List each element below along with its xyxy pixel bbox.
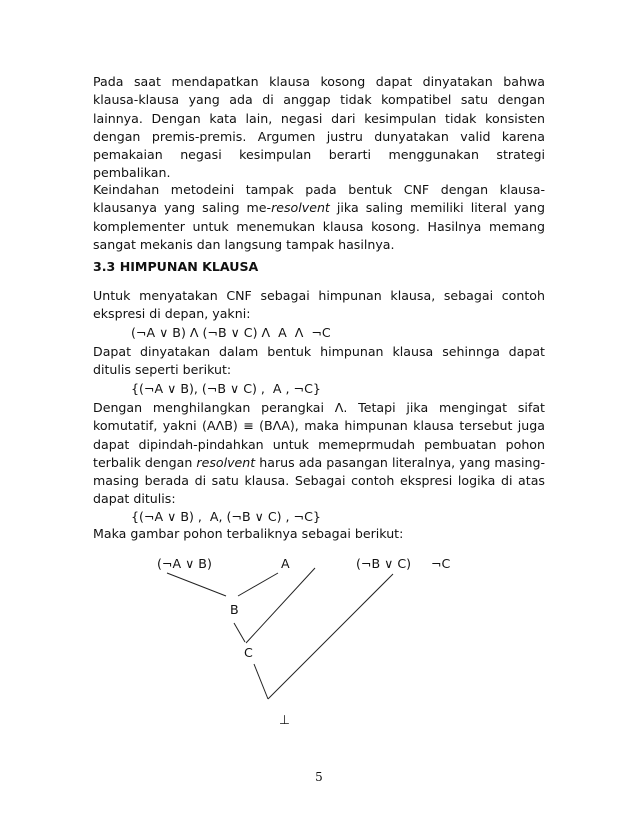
text-fragment: harus ada pasangan literalnya, yang masing- — [255, 454, 546, 470]
edge-a-b — [238, 573, 278, 596]
text-line: masing berada di satu klausa. Sebagai contoh ekspresi logika di atas — [93, 473, 545, 489]
text-fragment: terbalik dengan — [93, 454, 197, 470]
text-line: dapat dipindah-pindahkan untuk memeprmudah pembuatan pohon — [93, 436, 545, 452]
text-line: lainnya. Dengan kata lain, negasi dari kesimpulan tidak konsisten — [93, 110, 545, 126]
text-fragment: klausanya yang saling me- — [93, 200, 272, 216]
section-heading: 3.3 HIMPUNAN KLAUSA — [93, 259, 259, 274]
tree-node-empty-clause: ⊥ — [279, 712, 290, 727]
text-line: komplementer untuk menemukan klausa kosong. Hasilnya memang — [93, 218, 545, 234]
edge-n1-b — [167, 573, 226, 596]
tree-node-b: B — [230, 602, 239, 617]
text-fragment: jika saling memiliki literal yang — [329, 200, 546, 216]
edge-c-bottom-left — [254, 664, 268, 699]
text-line: klausa-klausa yang ada di anggap tidak kompatibel satu dengan — [93, 92, 545, 108]
text-line: ekspresi di depan, yakni: — [93, 306, 251, 322]
text-line: dengan premis-premis. Argumen justru dunyatakan valid karena — [93, 128, 545, 144]
text-line: Keindahan metodeini tampak pada bentuk CNF dengan klausa- — [93, 182, 545, 197]
text-line: dapat ditulis: — [93, 491, 176, 507]
text-line: Pada saat mendapatkan klausa kosong dapat dinyatakan bahwa — [93, 74, 545, 89]
clause-set-expression: {(¬A ∨ B), (¬B ∨ C) , A , ¬C} — [131, 381, 321, 396]
text-line: komutatif, yakni (AΛB) ≡ (BΛA), maka himpunan klausa tersebut juga — [93, 418, 545, 434]
page-number: 5 — [315, 770, 323, 784]
edge-n3-c — [246, 568, 315, 643]
text-line: pemakaian negasi kesimpulan berarti menggunakan strategi — [93, 147, 545, 163]
edge-b-c-left — [234, 623, 245, 642]
text-line: pembalikan. — [93, 165, 171, 181]
text-line: Dapat dinyatakan dalam bentuk himpunan klausa sehinnga dapat — [93, 344, 545, 359]
tree-node-not-a-or-b: (¬A ∨ B) — [157, 556, 212, 571]
edge-notc-bottom — [268, 574, 393, 699]
italic-term: resolvent — [271, 200, 330, 216]
tree-node-c: C — [244, 645, 253, 660]
text-line: sangat mekanis dan langsung tampak hasilnya. — [93, 236, 395, 252]
italic-term: resolvent — [196, 454, 256, 470]
text-line: Maka gambar pohon terbaliknya sebagai berikut: — [93, 526, 404, 541]
tree-node-a: A — [281, 556, 290, 571]
tree-node-not-c: ¬C — [431, 556, 451, 571]
reordered-clause-set: {(¬A ∨ B) , A, (¬B ∨ C) , ¬C} — [131, 509, 321, 524]
text-line: Untuk menyatakan CNF sebagai himpunan klausa, sebagai contoh — [93, 288, 545, 303]
text-line: Dengan menghilangkan perangkai Λ. Tetapi jika mengingat sifat — [93, 400, 545, 415]
text-line: ditulis seperti berikut: — [93, 362, 232, 378]
cnf-expression: (¬A ∨ B) Λ (¬B ∨ C) Λ A Λ ¬C — [131, 325, 331, 340]
tree-node-not-b-or-c: (¬B ∨ C) — [356, 556, 412, 571]
